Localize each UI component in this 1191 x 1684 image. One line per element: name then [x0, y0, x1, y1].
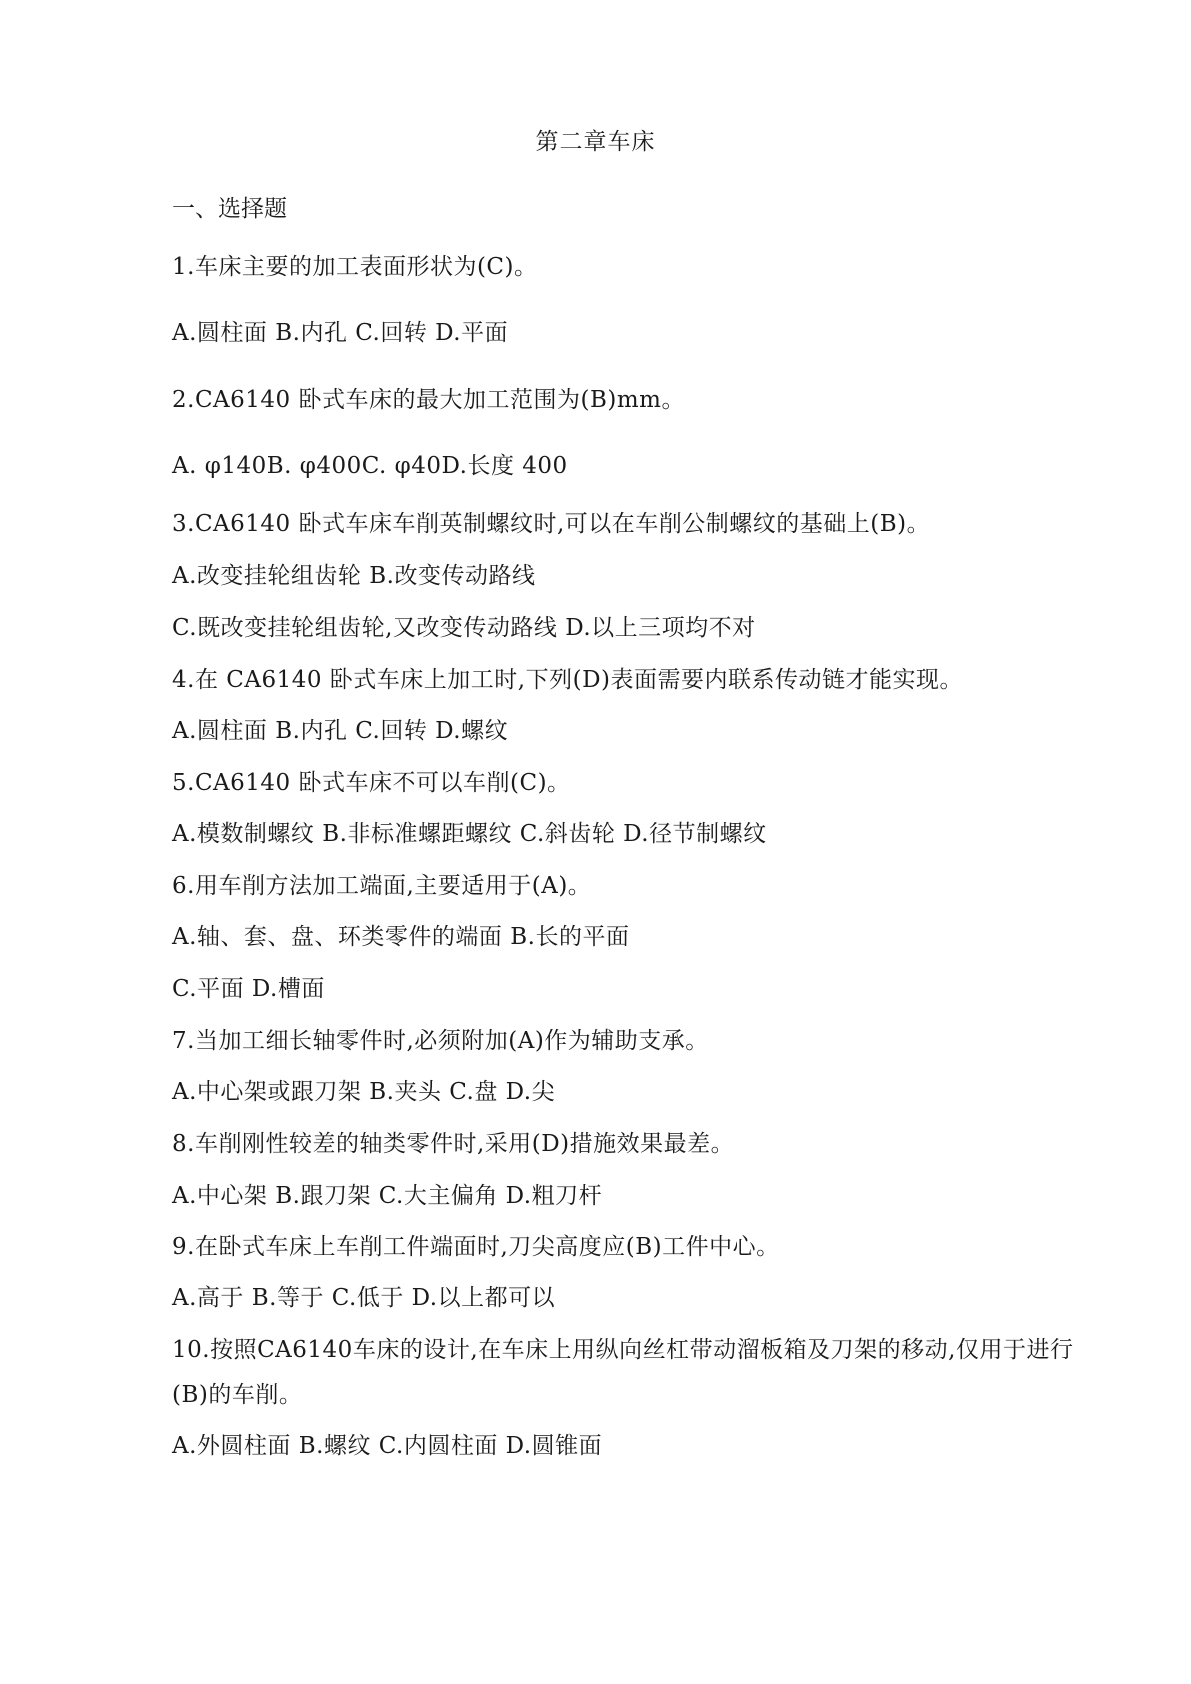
- question-line: 8.车削刚性较差的轴类零件时,采用(D)措施效果最差。: [172, 1131, 735, 1157]
- question-line: 6.用车削方法加工端面,主要适用于(A)。: [172, 873, 592, 899]
- question-line: 7.当加工细长轴零件时,必须附加(A)作为辅助支承。: [172, 1028, 709, 1054]
- options-line: A.改变挂轮组齿轮 B.改变传动路线: [172, 563, 536, 589]
- question-line-continued: (B)的车削。: [172, 1382, 303, 1408]
- options-line: A.高于 B.等于 C.低于 D.以上都可以: [172, 1285, 556, 1311]
- options-line: A.中心架 B.跟刀架 C.大主偏角 D.粗刀杆: [172, 1183, 603, 1209]
- options-line: A.中心架或跟刀架 B.夹头 C.盘 D.尖: [172, 1079, 556, 1105]
- options-line: C.既改变挂轮组齿轮,又改变传动路线 D.以上三项均不对: [172, 615, 756, 641]
- options-line: A. φ140B. φ400C. φ40D.长度 400: [172, 453, 568, 479]
- options-line: A.圆柱面 B.内孔 C.回转 D.螺纹: [172, 718, 509, 744]
- section-heading: 一、选择题: [172, 196, 287, 222]
- options-line: A.外圆柱面 B.螺纹 C.内圆柱面 D.圆锥面: [172, 1433, 603, 1459]
- question-line: 4.在 CA6140 卧式车床上加工时,下列(D)表面需要内联系传动链才能实现。: [172, 667, 964, 693]
- chapter-title: 第二章车床: [535, 129, 656, 155]
- question-line: 10.按照CA6140车床的设计,在车床上用纵向丝杠带动溜板箱及刀架的移动,仅用于进行: [172, 1337, 1074, 1363]
- options-line: A.轴、套、盘、环类零件的端面 B.长的平面: [172, 924, 630, 950]
- question-line: 9.在卧式车床上车削工件端面时,刀尖高度应(B)工件中心。: [172, 1234, 780, 1260]
- question-line: 2.CA6140 卧式车床的最大加工范围为(B)mm。: [172, 387, 685, 413]
- options-line: A.模数制螺纹 B.非标准螺距螺纹 C.斜齿轮 D.径节制螺纹: [172, 821, 767, 847]
- options-line: C.平面 D.槽面: [172, 976, 325, 1002]
- question-line: 1.车床主要的加工表面形状为(C)。: [172, 254, 538, 280]
- question-line: 3.CA6140 卧式车床车削英制螺纹时,可以在车削公制螺纹的基础上(B)。: [172, 511, 931, 537]
- options-line: A.圆柱面 B.内孔 C.回转 D.平面: [172, 320, 509, 346]
- question-line: 5.CA6140 卧式车床不可以车削(C)。: [172, 770, 571, 796]
